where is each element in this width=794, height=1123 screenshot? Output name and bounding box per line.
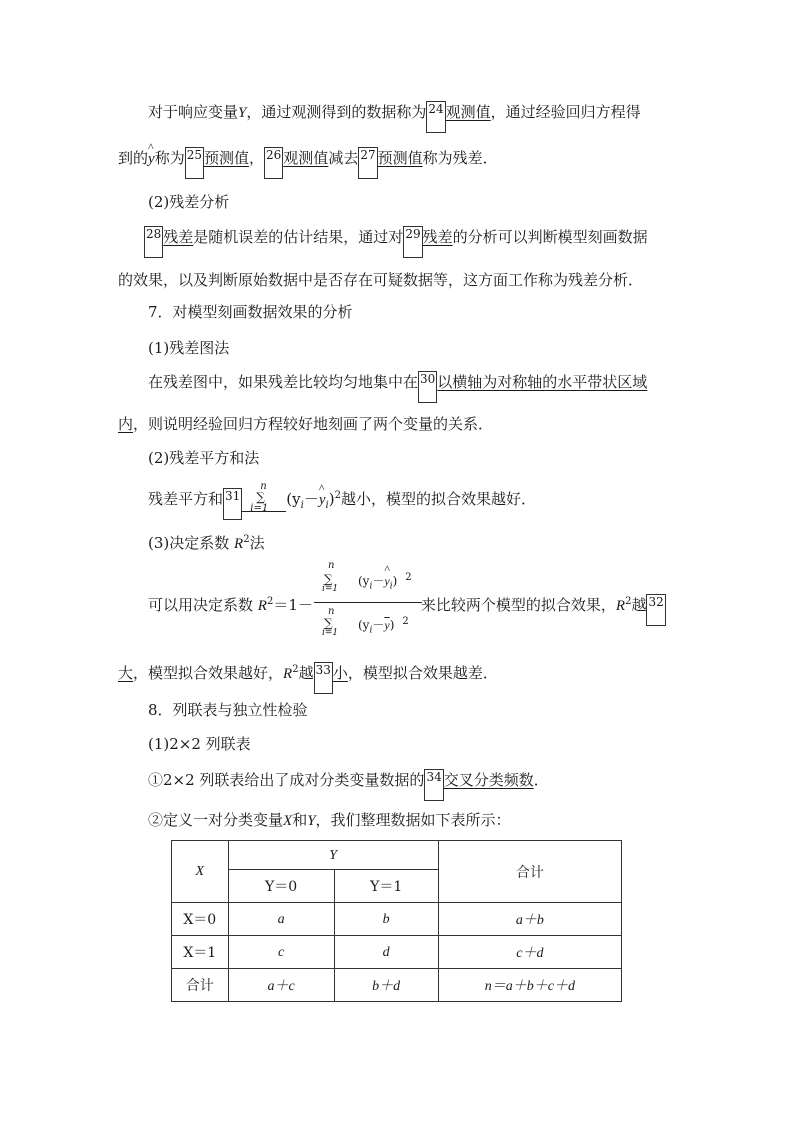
minus: － (303, 490, 319, 508)
variable-y-hat: ^ y (148, 147, 155, 171)
y-hat: ^ y (384, 574, 389, 589)
fraction-bar (314, 602, 422, 603)
cell (334, 936, 438, 969)
sub: i (389, 581, 393, 592)
text: 残差平方和 (148, 490, 224, 508)
close-paren: ) (328, 490, 335, 508)
answer-box-33[interactable]: 33 (314, 662, 333, 694)
paragraph-residual (144, 225, 648, 258)
paragraph-residual-plot (148, 370, 647, 403)
table-row (172, 936, 622, 969)
text: ，通过经验回归方程得 (490, 103, 641, 121)
answer-26: 观测值 (283, 149, 329, 167)
heading-r-squared (148, 528, 265, 556)
sum-formula (242, 481, 286, 514)
text: ②定义一对分类变量 (148, 811, 284, 829)
sup: 2 (243, 534, 250, 545)
text: ． (533, 771, 549, 789)
text: 到的 (118, 149, 149, 167)
cell (438, 936, 621, 969)
paragraph-r-squared-cont (118, 658, 498, 694)
close: ) (392, 574, 398, 588)
answer-box-31[interactable]: 31 (223, 488, 242, 520)
paragraph-observed-value (148, 100, 641, 133)
cell-value: a (277, 911, 285, 927)
n: n (328, 560, 335, 571)
num-expr (358, 572, 412, 591)
heading-residual-plot: (1)残差图法 (148, 339, 230, 357)
text: ①2×2 列联表给出了成对分类变量数据的 (148, 771, 425, 789)
heading-residual-analysis: (2)残差分析 (148, 193, 230, 211)
cell (438, 969, 621, 1002)
contingency-table (171, 840, 622, 1002)
sum-symbol: ∑ (256, 490, 265, 504)
answer-27: 预测值 (377, 149, 423, 167)
answer-30: 以横轴为对称轴的水平带状区域 (437, 373, 648, 391)
heading-residual-sum: (2)残差平方和法 (148, 449, 260, 467)
y-bar: $\overline{y}$ (384, 618, 390, 632)
expr: (y (286, 490, 301, 508)
answer-box-34[interactable]: 34 (424, 769, 443, 801)
n: n (328, 606, 335, 617)
y: Y (307, 813, 316, 829)
answer-34: 交叉分类频数 (443, 771, 534, 789)
text: (3)决定系数 (148, 534, 230, 552)
answer-box-28[interactable]: 28 (144, 226, 163, 258)
text: 法 (249, 534, 265, 552)
paragraph-predicted-value (118, 146, 498, 179)
cell-value: a＋c (267, 979, 295, 994)
head-y (228, 841, 438, 870)
cell (228, 936, 334, 969)
and: 和 (292, 811, 308, 829)
sub: i (300, 500, 304, 511)
text: ，我们整理数据如下表所示： (315, 811, 511, 829)
answer-28: 残差 (163, 228, 194, 246)
x: X (195, 864, 205, 879)
sum-bottom: i=1 (250, 503, 269, 514)
row-label: X＝1 (172, 936, 229, 969)
answer-29: 残差 (422, 228, 453, 246)
answer-30-end: 内 (118, 415, 134, 433)
table-row (172, 903, 622, 936)
r: R (234, 536, 244, 552)
square: 2 (334, 490, 341, 501)
expr: (y (358, 574, 370, 588)
text: ，通过观测得到的数据称为 (246, 103, 427, 121)
paragraph-residual-plot-cont (118, 412, 493, 436)
sum: ∑ (324, 616, 333, 630)
paragraph-contingency-1 (148, 768, 549, 801)
paragraph-contingency-2 (148, 808, 511, 833)
row-label: 合计 (172, 969, 229, 1002)
answer-box-24[interactable]: 24 (426, 101, 445, 133)
cell (228, 903, 334, 936)
close: ) (389, 618, 395, 632)
text: 来比较两个模型的拟合效果， (420, 596, 616, 614)
answer-box-30[interactable]: 30 (418, 371, 437, 403)
answer-33: 小 (332, 664, 348, 682)
answer-32: 大 (118, 664, 134, 682)
sum-top: n (260, 481, 267, 492)
cell-value: c＋d (516, 946, 544, 961)
sub: i (369, 581, 373, 592)
cell (334, 903, 438, 936)
answer-box-29[interactable]: 29 (403, 226, 422, 258)
answer-box-26[interactable]: 26 (264, 147, 283, 179)
minus: － (372, 618, 385, 632)
text: ，则说明经验回归方程较好地刻画了两个变量的关系． (133, 415, 494, 433)
cell-value: c (277, 944, 285, 960)
sq: 2 (402, 616, 409, 627)
sub: i (369, 625, 373, 636)
text: 在残差图中，如果残差比较均匀地集中在 (148, 373, 419, 391)
i: i=1 (322, 584, 339, 594)
y-hat: ^ y (319, 488, 326, 512)
heading-section-8: 8．列联表与独立性检验 (148, 701, 308, 719)
text: 称为 (154, 149, 185, 167)
equals: ＝1－ (273, 596, 313, 614)
text: 对于响应变量 (148, 103, 239, 121)
den-expr (358, 616, 409, 635)
heading-section-7: 7．对模型刻画数据效果的分析 (148, 303, 353, 321)
heading-contingency: (1)2×2 列联表 (148, 735, 251, 753)
text: 的分析可以判断模型刻画数据 (452, 228, 648, 246)
cell-value: b＋d (372, 979, 401, 994)
answer-box-27[interactable]: 27 (358, 147, 377, 179)
sup: 2 (625, 596, 632, 607)
cell (334, 969, 438, 1002)
table-row (172, 841, 622, 870)
y: Y (329, 847, 338, 863)
answer-24: 观测值 (445, 103, 491, 121)
minus: － (372, 574, 385, 588)
sup: 2 (266, 596, 274, 607)
cell (228, 969, 334, 1002)
text: 称为残差． (422, 149, 498, 167)
paragraph-residual-sum (148, 481, 536, 520)
table-row (172, 969, 622, 1002)
answer-25: 预测值 (203, 149, 249, 167)
cell-value: d (382, 944, 390, 960)
r: R (283, 666, 293, 682)
head-y0: Y＝0 (228, 870, 334, 903)
text: 是随机误差的估计结果，通过对 (193, 228, 404, 246)
row-label: X＝0 (172, 903, 229, 936)
sq: 2 (405, 572, 412, 583)
sum: ∑ (324, 572, 333, 586)
text: ，模型拟合效果越好， (133, 664, 284, 682)
text: 可以用决定系数 (148, 596, 254, 614)
text: 越 (631, 596, 647, 614)
sup: 2 (292, 664, 299, 675)
head-x (172, 841, 229, 903)
cell-value: b (382, 911, 390, 927)
answer-box-32[interactable]: 32 (646, 594, 665, 626)
r: R (257, 598, 267, 614)
expr: (y (358, 618, 370, 632)
text: ，模型拟合效果越差． (347, 664, 498, 682)
cell-value: a＋b (515, 913, 544, 928)
head-y1: Y＝1 (334, 870, 438, 903)
sub: i (325, 500, 329, 511)
variable-y: Y (238, 105, 247, 121)
text: 减去 (328, 149, 359, 167)
x: X (283, 813, 293, 829)
r: R (615, 598, 626, 614)
cell (438, 903, 621, 936)
paragraph-residual-cont: 的效果，以及判断原始数据中是否存在可疑数据等，这方面工作称为残差分析． (118, 271, 644, 289)
text: 越小，模型的拟合效果越好． (340, 490, 536, 508)
text: ， (249, 149, 265, 167)
cell-value: n＝a＋b＋c＋d (484, 979, 575, 994)
answer-box-25[interactable]: 25 (185, 147, 204, 179)
text: 越 (298, 664, 314, 682)
head-total: 合计 (438, 841, 621, 903)
i: i=1 (322, 628, 339, 638)
